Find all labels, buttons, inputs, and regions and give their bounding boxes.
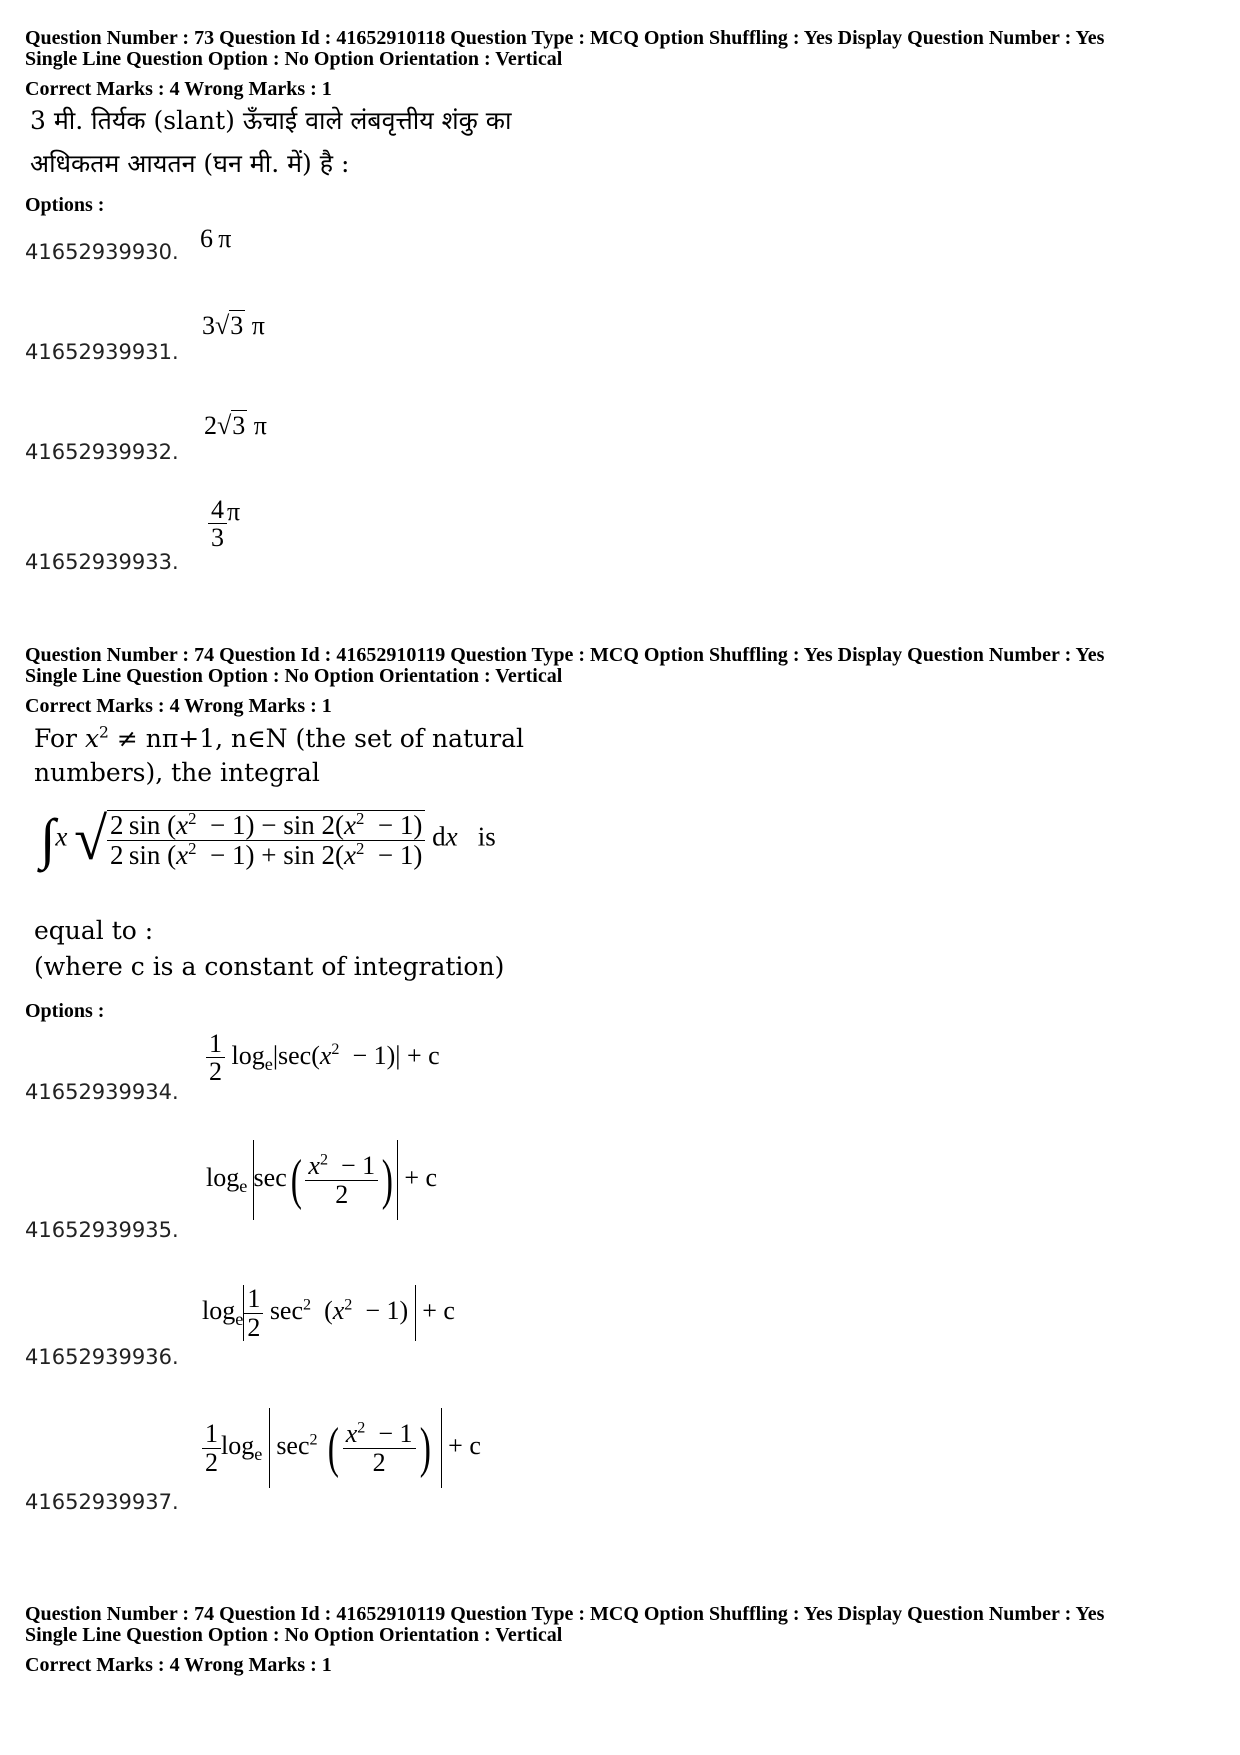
option-math: 6 π: [200, 224, 232, 253]
option-math: $\frac{1}{2}$ $\log_e \sec^2$ ( $\frac{x^2 - 1}{2}$ ) + c: [202, 1408, 481, 1488]
option-math: $\frac{1}{2}$ $\log_e|\sec(x^2 - 1)| + c$: [206, 1030, 440, 1086]
q74-meta-line2: Single Line Question Option : No Option Orientation : Vertical: [25, 665, 563, 687]
option-math: 2√3 π: [204, 411, 267, 440]
q73-meta-line2: Single Line Question Option : No Option Orientation : Vertical: [25, 48, 563, 70]
q74-text-line4: (where c is a constant of integration): [34, 952, 505, 981]
q73-text-line1: 3 मी. तिर्यक (slant) ऊँचाई वाले लंबवृत्तीय शंकु का: [30, 106, 512, 135]
q74-marks: Correct Marks : 4 Wrong Marks : 1: [25, 695, 332, 717]
option-id[interactable]: 41652939936.: [25, 1345, 179, 1369]
q74-text-line2: numbers), the integral: [34, 758, 320, 787]
q74b-marks: Correct Marks : 4 Wrong Marks : 1: [25, 1654, 332, 1676]
option-id[interactable]: 41652939933.: [25, 550, 179, 574]
q73-marks: Correct Marks : 4 Wrong Marks : 1: [25, 78, 332, 100]
option-math: $\log_e \sec$( $\frac{x^2 - 1}{2}$ ) + c: [206, 1140, 437, 1220]
q74b-meta-line1: Question Number : 74 Question Id : 41652910119 Question Type : MCQ Option Shuffling : Yes Display Question Number : Yes: [25, 1603, 1105, 1625]
option-id[interactable]: 41652939935.: [25, 1218, 179, 1242]
q73-meta-line1: Question Number : 73 Question Id : 41652910118 Question Type : MCQ Option Shuffling : Yes Display Question Number : Yes: [25, 27, 1105, 49]
q74-options-label: Options :: [25, 1000, 105, 1022]
q73-options-label: Options :: [25, 194, 105, 216]
q74-integral: ∫x √ $\frac{2 \sin (x^2 - 1) - \sin 2(x^2 - 1)}{2 \sin (x^2 - 1) + \sin 2(x^2 - 1)}$ dx is: [40, 806, 496, 872]
option-id[interactable]: 41652939937.: [25, 1490, 179, 1514]
option-math: 3√3 π: [202, 311, 265, 340]
option-id[interactable]: 41652939931.: [25, 340, 179, 364]
q74-text-line3: equal to :: [34, 916, 154, 945]
option-id[interactable]: 41652939934.: [25, 1080, 179, 1104]
q74b-meta-line2: Single Line Question Option : No Option Orientation : Vertical: [25, 1624, 563, 1646]
q74-text-line1: For $x^2 \ne n\pi+1$, n∈N (the set of natural: [34, 723, 524, 753]
option-math: $\log_e$ $\frac{1}{2}$ $\sec^2 (x^2 - 1) + c$: [202, 1284, 455, 1342]
option-id[interactable]: 41652939930.: [25, 240, 179, 264]
option-math: $\frac{4}{3}$ π: [208, 496, 240, 552]
q74-meta-line1: Question Number : 74 Question Id : 41652910119 Question Type : MCQ Option Shuffling : Yes Display Question Number : Yes: [25, 644, 1105, 666]
option-id[interactable]: 41652939932.: [25, 440, 179, 464]
q73-text-line2: अधिकतम आयतन (घन मी. में) है :: [30, 149, 350, 178]
